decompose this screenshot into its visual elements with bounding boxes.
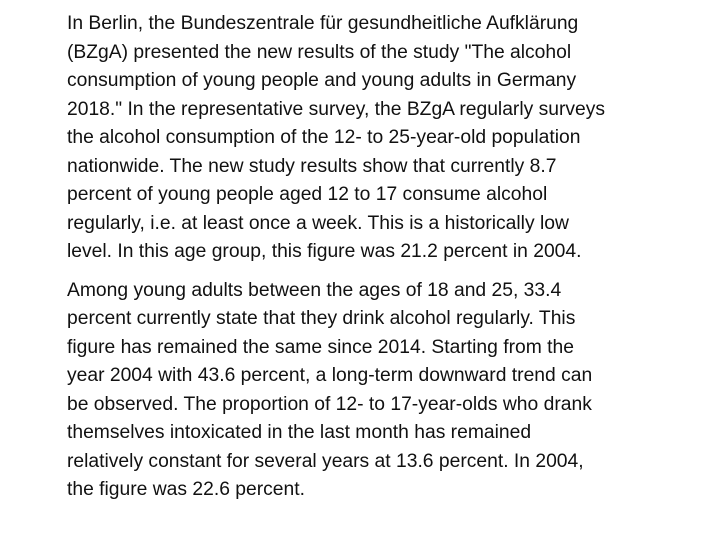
text-line: themselves intoxicated in the last month has remained xyxy=(67,422,532,443)
text-line: (BZgA) presented the new results of the study "The alcohol xyxy=(67,41,572,63)
text-line: 2018." In the representative survey, the BZgA regularly surveys xyxy=(67,98,606,120)
text-line: the figure was 22.6 percent. xyxy=(67,479,305,500)
text-line: regularly, i.e. at least once a week. This is a historically low xyxy=(67,212,569,234)
article-body xyxy=(67,10,707,505)
text-line: the alcohol consumption of the 12- to 25-year-old population xyxy=(67,127,581,148)
text-line: consumption of young people and young adults in Germany xyxy=(67,70,577,91)
text-line: In Berlin, the Bundeszentrale für gesundheitliche Aufklärung xyxy=(67,13,579,34)
paragraph-1 xyxy=(67,10,707,267)
text-line: percent of young people aged 12 to 17 consume alcohol xyxy=(67,184,548,205)
text-line: percent currently state that they drink alcohol regularly. This xyxy=(67,308,576,329)
text-line: figure has remained the same since 2014. Starting from the xyxy=(67,336,574,358)
text-line: relatively constant for several years at 13.6 percent. In 2004, xyxy=(67,450,584,472)
text-line: be observed. The proportion of 12- to 17-year-olds who drank xyxy=(67,393,592,415)
text-line: year 2004 with 43.6 percent, a long-term downward trend can xyxy=(67,365,593,386)
text-line: Among young adults between the ages of 18 and 25, 33.4 xyxy=(67,279,562,301)
paragraph-2 xyxy=(67,277,707,505)
text-line: nationwide. The new study results show that currently 8.7 xyxy=(67,155,557,177)
text-line: level. In this age group, this figure was 21.2 percent in 2004. xyxy=(67,241,582,262)
